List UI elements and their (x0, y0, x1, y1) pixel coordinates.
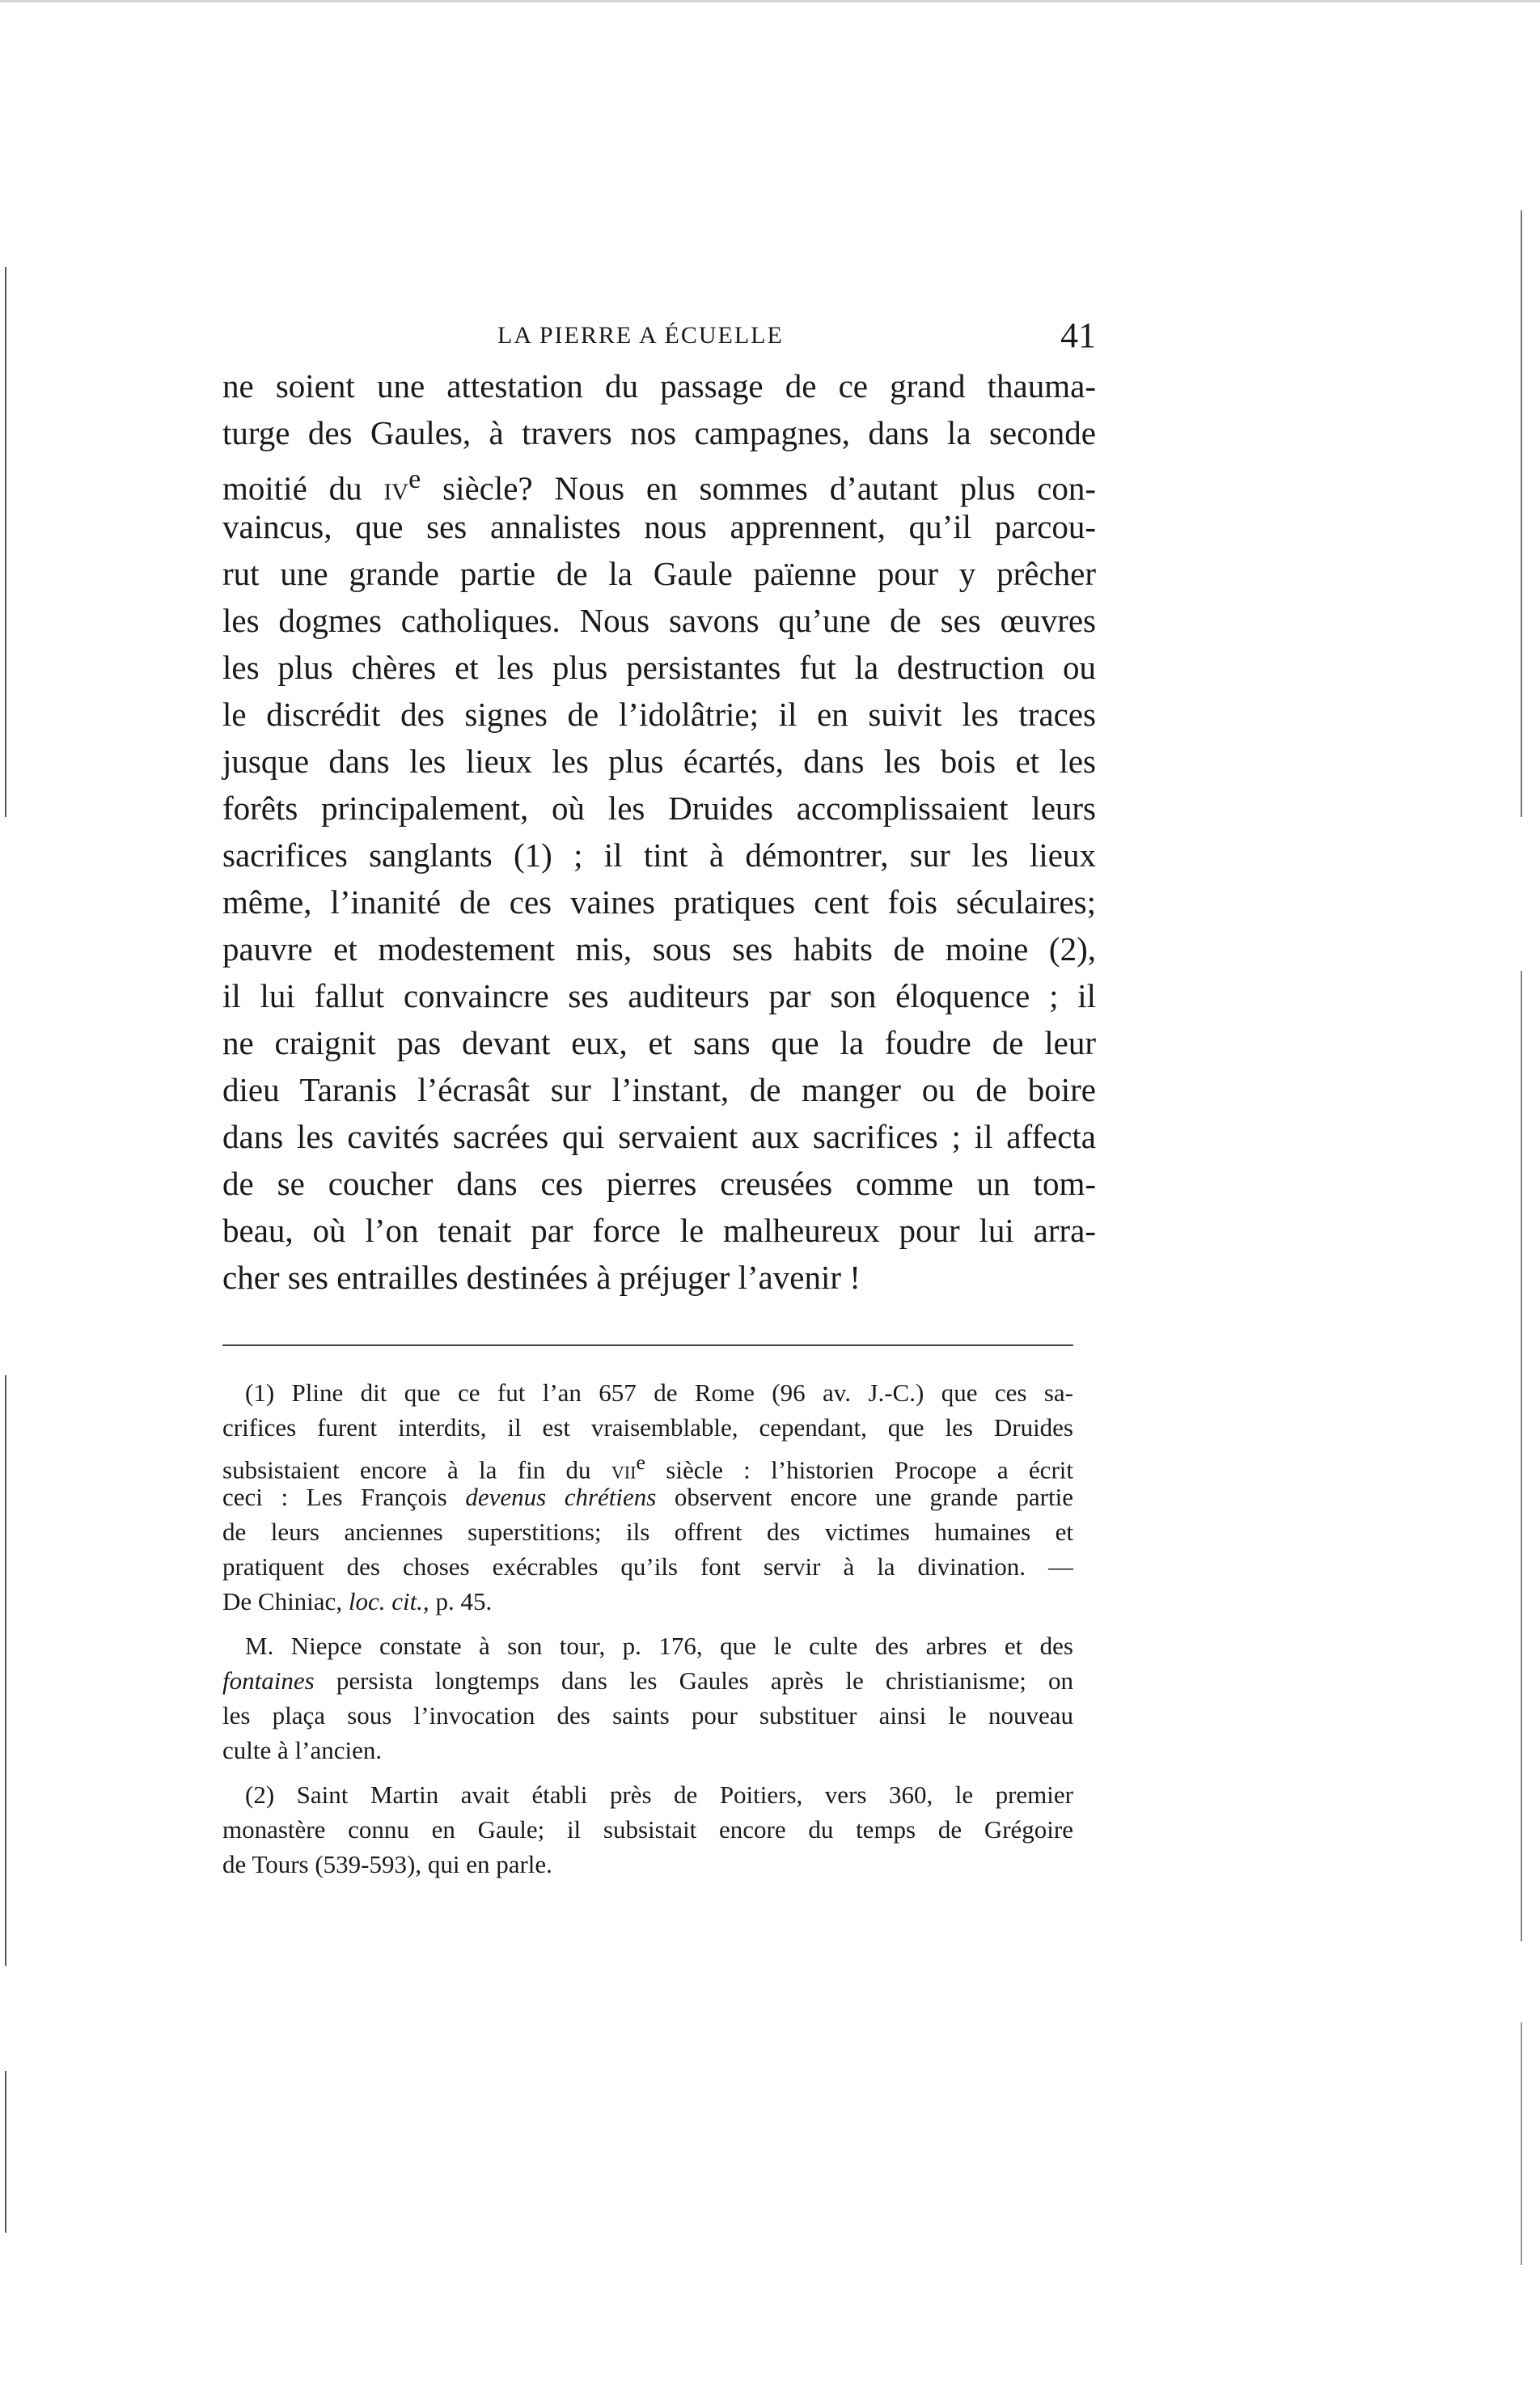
text-line: sacrifices sanglants (1) ; il tint à démontrer, sur les lieux (222, 836, 1096, 874)
footnote-line: les plaça sous l’invocation des saints pour substituer ainsi le nouveau (222, 1701, 1073, 1730)
text-line: les plus chères et les plus persistantes fut la destruction ou (222, 649, 1096, 686)
footnote-line (222, 1445, 1073, 1484)
footnote-line: culte à l’ancien. (222, 1736, 383, 1764)
footnote-line: monastère connu en Gaule; il subsistait encore du temps de Grégoire (222, 1815, 1073, 1844)
text-line: dans les cavités sacrées qui servaient aux sacrifices ; il affecta (222, 1118, 1096, 1155)
text-line: ne craignit pas devant eux, et sans que la foudre de leur (222, 1024, 1096, 1061)
footnote-line (222, 1480, 1073, 1514)
text-fragment: p. 45. (429, 1587, 493, 1615)
footnote-line: (1) Pline dit que ce fut l’an 657 de Rome (96 av. J.-C.) que ces sa- (245, 1378, 1073, 1407)
text-line: ne soient une attestation du passage de ce grand thauma- (222, 367, 1096, 404)
footnote-2 (222, 1777, 1073, 1882)
text-line: de se coucher dans ces pierres creusées comme un tom- (222, 1165, 1096, 1202)
text-fragment: De Chiniac, (222, 1587, 349, 1615)
footnote-line (222, 1584, 1073, 1619)
running-title: LA PIERRE A ÉCUELLE (497, 322, 784, 349)
text-line: les dogmes catholiques. Nous savons qu’une de ses œuvres (222, 602, 1096, 639)
footnote-line: de leurs anciennes superstitions; ils offrent des victimes humaines et (222, 1518, 1073, 1546)
text-line: beau, où l’on tenait par force le malheureux pour lui arra- (222, 1212, 1096, 1249)
superscript: e (636, 1450, 645, 1474)
footnote-line: crifices furent interdits, il est vraisemblable, cependant, que les Druides (222, 1413, 1073, 1442)
scan-margin-line-left-lower (5, 1375, 6, 1966)
footnote-line: pratiquent des choses exécrables qu’ils font servir à la divination. — (222, 1552, 1073, 1581)
page-header (222, 311, 1096, 360)
text-fragment: subsistaient encore à la fin du (222, 1455, 611, 1484)
text-line: turge des Gaules, à travers nos campagnes, dans la seconde (222, 414, 1096, 451)
text-fragment: ceci : Les François (222, 1483, 466, 1511)
italic-fragment: loc. cit., (348, 1587, 429, 1615)
scan-margin-line-right (1521, 210, 1522, 817)
text-line (222, 456, 1096, 507)
text-line: il lui fallut convaincre ses auditeurs par son éloquence ; il (222, 977, 1096, 1014)
century-numeral: vii (611, 1455, 637, 1484)
page-number: 41 (1060, 315, 1096, 355)
footnote-rule (222, 1344, 1073, 1346)
footnotes (222, 1375, 1073, 1891)
text-line: jusque dans les lieux les plus écartés, dans les bois et les (222, 743, 1096, 780)
text-line: même, l’inanité de ces vaines pratiques cent fois séculaires; (222, 883, 1096, 921)
text-line: forêts principalement, où les Druides accomplissaient leurs (222, 790, 1096, 827)
superscript: e (408, 464, 421, 494)
scan-margin-line-left (5, 267, 6, 817)
scan-margin-line-left-bottom (5, 2071, 6, 2233)
text-line: rut une grande partie de la Gaule païenne pour y prêcher (222, 555, 1096, 592)
footnote-line: (2) Saint Martin avait établi près de Poitiers, vers 360, le premier (245, 1780, 1073, 1809)
text-fragment: observent encore une grande partie (656, 1483, 1073, 1511)
italic-fragment: fontaines (222, 1666, 315, 1695)
main-text (222, 362, 1096, 1301)
scan-margin-line-right-lower (1521, 971, 1522, 1941)
text-line: dieu Taranis l’écrasât sur l’instant, de manger ou de boire (222, 1071, 1096, 1108)
text-fragment: siècle : l’historien Procope a écrit (645, 1455, 1073, 1484)
footnote-line: M. Niepce constate à son tour, p. 176, que le culte des arbres et des (245, 1632, 1073, 1660)
text-line: vaincus, que ses annalistes nous apprennent, qu’il parcou- (222, 508, 1096, 545)
century-numeral: iv (383, 469, 409, 507)
footnote-line: de Tours (539-593), qui en parle. (222, 1850, 552, 1878)
text-line: cher ses entrailles destinées à préjuger l’avenir ! (222, 1259, 861, 1296)
footnote-line (222, 1663, 1073, 1698)
scan-top-edge (0, 0, 1540, 2)
text-line: pauvre et modestement mis, sous ses habits de moine (2), (222, 930, 1096, 967)
italic-fragment: devenus chrétiens (465, 1483, 657, 1511)
scan-margin-line-right-bottom (1521, 2022, 1522, 2265)
text-fragment: persista longtemps dans les Gaules après le christianisme; on (314, 1666, 1073, 1695)
text-fragment: moitié du (222, 469, 384, 507)
footnote-1 (222, 1375, 1073, 1619)
text-line: le discrédit des signes de l’idolâtrie; il en suivit les traces (222, 696, 1096, 733)
text-fragment: siècle? Nous en sommes d’autant plus con- (421, 469, 1096, 507)
footnote-niepce (222, 1628, 1073, 1768)
